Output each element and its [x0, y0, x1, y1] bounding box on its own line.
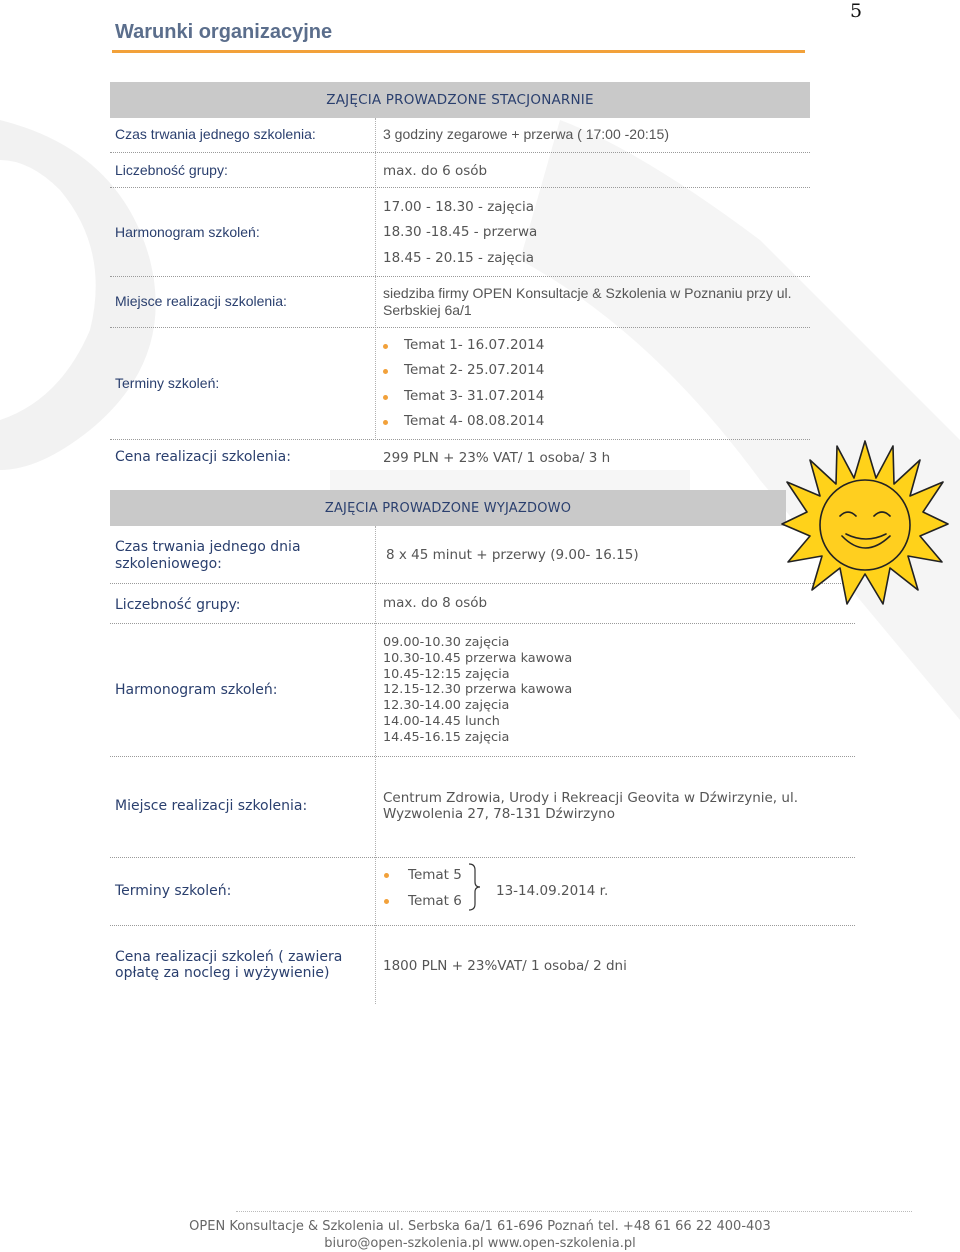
dates-label: Terminy szkoleń:	[115, 883, 232, 899]
schedule-line: 10.30-10.45 przerwa kawowa	[383, 651, 573, 666]
price-value: 299 PLN + 23% VAT/ 1 osoba/ 3 h	[383, 450, 611, 466]
title-underline	[112, 50, 805, 53]
schedule-line: 17.00 - 18.30 - zajęcia	[383, 199, 535, 215]
group-size-value: max. do 6 osób	[383, 163, 488, 179]
schedule-line: 09.00-10.30 zajęcia	[383, 635, 510, 650]
bullet-icon	[383, 395, 388, 400]
group-size-value: max. do 8 osób	[383, 595, 488, 611]
place-line: Serbskiej 6a/1	[383, 302, 472, 318]
duration-label: Czas trwania jednego szkolenia:	[115, 126, 316, 142]
row-divider	[110, 623, 855, 624]
date-item: Temat 6	[408, 893, 462, 909]
page-number: 5	[850, 0, 863, 22]
schedule-line: 12.30-14.00 zajęcia	[383, 698, 510, 713]
place-label: Miejsce realizacji szkolenia:	[115, 293, 287, 309]
row-divider	[110, 152, 810, 153]
place-line: Wyzwolenia 27, 78-131 Dźwirzyno	[383, 806, 615, 822]
schedule-line: 18.30 -18.45 - przerwa	[383, 224, 538, 240]
group-size-label: Liczebność grupy:	[115, 597, 241, 613]
row-divider	[110, 756, 855, 757]
bullet-icon	[383, 344, 388, 349]
bullet-icon	[383, 420, 388, 425]
page-title: Warunki organizacyjne	[115, 21, 333, 43]
date-item: Temat 5	[408, 867, 462, 883]
bullet-icon	[383, 369, 388, 374]
price-value: 1800 PLN + 23%VAT/ 1 osoba/ 2 dni	[383, 958, 627, 974]
footer-contact: OPEN Konsultacje & Szkolenia ul. Serbska 6a/1 61-696 Poznań tel. +48 61 66 22 400-403	[189, 1219, 771, 1234]
place-line: Centrum Zdrowia, Urody i Rekreacji Geovita w Dźwirzynie, ul.	[383, 790, 798, 806]
schedule-label: Harmonogram szkoleń:	[115, 682, 278, 698]
date-item: Temat 2- 25.07.2014	[404, 362, 545, 378]
column-divider	[375, 526, 376, 1004]
row-divider	[110, 925, 855, 926]
duration-label-line: szkoleniowego:	[115, 556, 222, 572]
footer-divider	[236, 1211, 912, 1212]
section-header-stationary: ZAJĘCIA PROWADZONE STACJONARNIE	[110, 82, 810, 118]
duration-value: 8 x 45 minut + przerwy (9.00- 16.15)	[386, 547, 639, 563]
schedule-line: 18.45 - 20.15 - zajęcia	[383, 250, 535, 266]
footer-web: biuro@open-szkolenia.pl www.open-szkolenia.pl	[324, 1236, 636, 1251]
row-divider	[110, 276, 810, 277]
column-divider	[375, 118, 376, 440]
sun-icon	[780, 438, 950, 608]
schedule-label: Harmonogram szkoleń:	[115, 224, 260, 240]
price-label-line: Cena realizacji szkoleń ( zawiera	[115, 949, 343, 965]
duration-label-line: Czas trwania jednego dnia	[115, 539, 301, 555]
row-divider	[110, 583, 855, 584]
date-item: Temat 3- 31.07.2014	[404, 388, 545, 404]
row-divider	[110, 439, 810, 440]
section-header-offsite: ZAJĘCIA PROWADZONE WYJAZDOWO	[110, 490, 786, 526]
bullet-icon	[384, 873, 389, 878]
row-divider	[110, 327, 810, 328]
date-item: Temat 1- 16.07.2014	[404, 337, 545, 353]
duration-value: 3 godziny zegarowe + przerwa ( 17:00 -20:15)	[383, 126, 669, 142]
schedule-line: 14.45-16.15 zajęcia	[383, 730, 510, 745]
date-item: Temat 4- 08.08.2014	[404, 413, 545, 429]
bullet-icon	[384, 899, 389, 904]
brace-icon	[466, 862, 484, 912]
row-divider	[110, 187, 810, 188]
group-size-label: Liczebność grupy:	[115, 162, 228, 178]
price-label-line: opłatę za nocleg i wyżywienie)	[115, 965, 330, 981]
price-label: Cena realizacji szkolenia:	[115, 449, 291, 465]
schedule-line: 10.45-12:15 zajęcia	[383, 667, 510, 682]
dates-range: 13-14.09.2014 r.	[496, 883, 609, 899]
place-line: siedziba firmy OPEN Konsultacje & Szkolenia w Poznaniu przy ul.	[383, 285, 792, 301]
schedule-line: 12.15-12.30 przerwa kawowa	[383, 682, 573, 697]
schedule-line: 14.00-14.45 lunch	[383, 714, 500, 729]
place-label: Miejsce realizacji szkolenia:	[115, 798, 308, 814]
dates-label: Terminy szkoleń:	[115, 375, 220, 391]
row-divider	[110, 857, 855, 858]
